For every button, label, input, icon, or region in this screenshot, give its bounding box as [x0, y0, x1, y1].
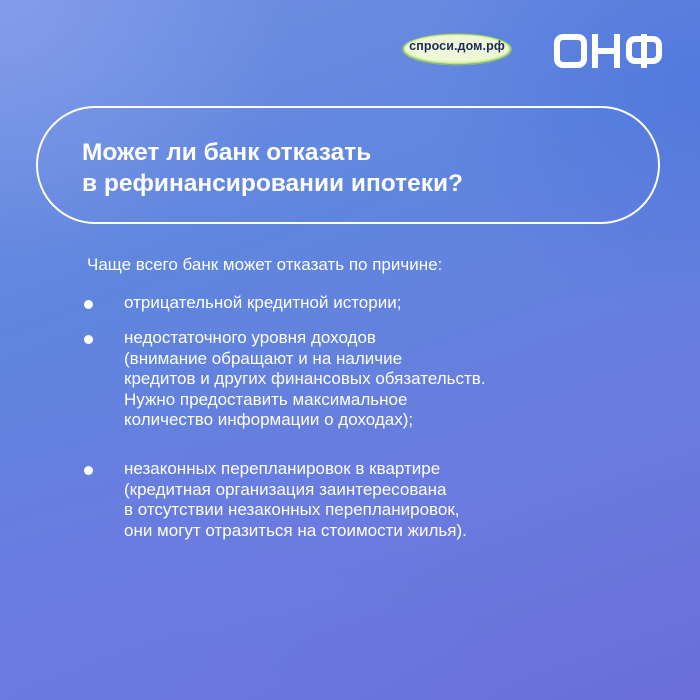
list-item-text [124, 459, 467, 541]
list-item-line: кредитов и других финансовых обязательств. [124, 369, 486, 388]
question-title [82, 137, 622, 199]
question-line: Может ли банк отказать [82, 139, 372, 166]
intro-text: Чаще всего банк может отказать по причине: [87, 255, 443, 274]
sprosi-logo-text: спроси.дом.рф [409, 39, 505, 53]
list-item-line: Нужно предоставить максимальное [124, 389, 408, 409]
list-item-text [124, 328, 486, 431]
list-item-line: недостаточного уровня доходов [124, 328, 376, 347]
list-item-text [124, 293, 401, 314]
list-item-line: (кредитная организация заинтересована [124, 479, 447, 499]
list-item-line: количество информации о доходах); [124, 410, 414, 429]
list-item-line: (внимание обращают и на наличие [124, 348, 403, 368]
list-item-line: отрицательной кредитной истории; [124, 293, 402, 312]
list-item-line: незаконных перепланировок в квартире [124, 459, 441, 478]
list-item-line: в отсутствии незаконных перепланировок, [124, 500, 460, 519]
bullet-icon [84, 335, 93, 344]
sprosi-dom-rf-logo [401, 32, 513, 66]
bullet-icon [84, 466, 93, 475]
onf-logo [554, 34, 662, 68]
list-item-line: они могут отразиться на стоимости жилья). [124, 520, 467, 540]
bullet-icon [84, 300, 93, 309]
question-line: в рефинансировании ипотеки? [82, 170, 464, 197]
